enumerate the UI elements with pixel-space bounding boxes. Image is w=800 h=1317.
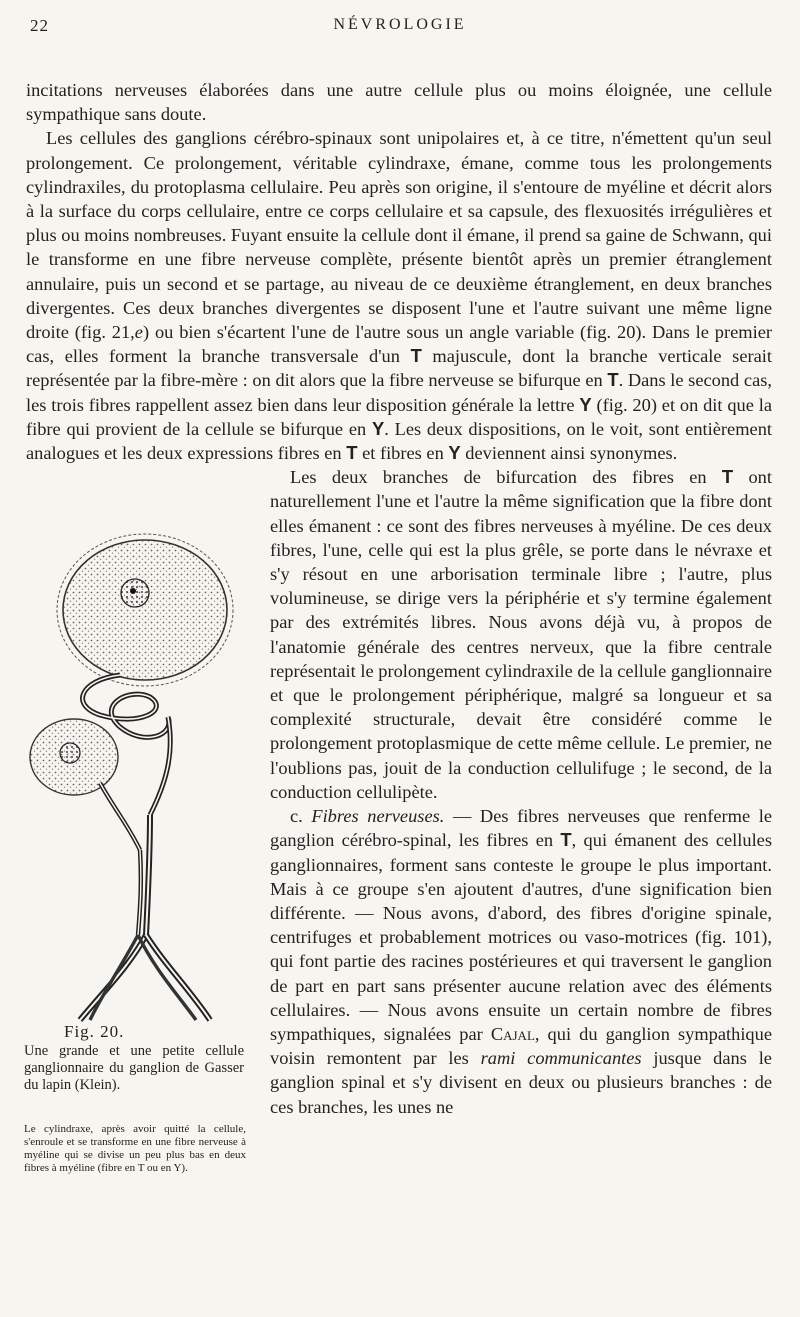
- letter-t: T: [721, 466, 734, 488]
- figure-20: [0, 465, 258, 1185]
- small-cell-nucleus: [60, 743, 80, 763]
- section-label: c.: [290, 806, 303, 827]
- letter-y: Y: [371, 417, 385, 439]
- letter-t: T: [410, 345, 422, 367]
- page-number: 22: [30, 16, 49, 35]
- paragraph-2-part: majuscule, dont la branche verticale serait représentée par la fibre-mère : on dit alors que la fibre nerveuse se bifurque en: [26, 346, 772, 391]
- letter-t: T: [560, 829, 572, 851]
- letter-t: T: [607, 369, 619, 391]
- paragraph-2-part: (fig. 20) et on dit que la fibre qui provient de la cellule se bifurque en: [26, 394, 773, 439]
- letter-y: Y: [448, 442, 461, 464]
- paragraph-2-part: et fibres en: [362, 443, 444, 464]
- latin-term: rami communicantes: [480, 1048, 642, 1069]
- figure-caption-note: Le cylindraxe, après avoir quitté la cellule, s'enroule et se transforme en une fibre nerveuse à myéline qui se divise un peu plus bas en deux fibres à myéline (fibre en T ou en Y).: [24, 1123, 246, 1175]
- figure-label: Fig. 20.: [64, 1022, 125, 1042]
- body-text: [26, 78, 772, 1185]
- ganglion-cell-illustration: [0, 465, 258, 1025]
- paragraph-1: incitations nerveuses élaborées dans une autre cellule plus ou moins éloignée, une cellule sympathique sans doute.: [26, 80, 772, 125]
- paragraph-3-part: ont naturellement l'une et l'autre la même signification que la fibre dont elles émanent : ce sont des fibres nerveuses à myéline. De ces deux fibres, l'une, celle qui est la plus grêle, se porte dans le névraxe et s'y résout en une arborisation terminale libre ; l'autre, plus volumineuse, se dirige vers la périphérie et s'y termine également par des extrémités libres. Nous avons déjà vu, à propos de l'anatomie générale des centres nerveux, que la fibre centrale représentait le prolongement cylindraxile de la cellule ganglionnaire et que le prolongement périphérique, malgré sa longueur et sa complexité structurale, devait être considéré comme le prolongement protoplasmique de cette même cellule. Le premier, ne l'oublions pas, jouit de la conduction cellulifuge ; le second, de la conduction cellulipète.: [270, 467, 772, 802]
- running-head: NÉVROLOGIE: [333, 16, 467, 33]
- paragraph-2: [26, 126, 772, 465]
- paragraph-2-part: . Les deux dispositions, on le voit, sont entièrement analogues et les deux expressions fibres en: [26, 418, 772, 464]
- paragraph-4-part: , qui émanent des cellules ganglionnaires, forment sans conteste le groupe le plus important. Mais à ce groupe s'en ajoutent d'autres, d'une signification bien différente. — Nous avons, d'abord, des fibres d'origine spinale, centrifuges et probablement motrices ou vaso-motrices (fig. 101), qui font partie des racines postérieures et qui traversent le ganglion de part en part sans présenter aucune relation avec des éléments cellulaires. — Nous avons ensuite un certain nombre de fibres sympathiques, signalées par: [270, 830, 772, 1044]
- letter-y: Y: [579, 393, 592, 415]
- paragraph-4-part: jusque dans le ganglion spinal et s'y divisent en deux ou plusieurs branches : de ces branches, les unes ne: [270, 1048, 772, 1117]
- paragraph-2-part: deviennent ainsi synonymes.: [465, 443, 678, 464]
- author-name: Cajal: [490, 1023, 535, 1044]
- large-cell-body: [63, 540, 227, 680]
- paragraph-2-part: Les cellules des ganglions cérébro-spinaux sont unipolaires et, à ce titre, n'émettent qu'un seul prolongement. Ce prolongement, véritable cylindraxe, émane, comme tous les prolongements cylindraxiles, du protoplasma cellulaire. Peu après son origine, il s'entoure de myéline et décrit alors à la surface du corps cellulaire, entre ce corps cellulaire et sa capsule, des flexuosités irrégulières et plus ou moins nombreuses. Fuyant ensuite la cellule dont il émane, il prend sa gaine de Schwann, qui le transforme en une fibre nerveuse complète, présente bientôt après un premier étranglement annulaire, puis un second et se partage, au niveau de ce deuxième étranglement, en deux branches divergentes. Ces deux branches divergentes se disposent l'une et l'autre suivant une même ligne droite (fig. 21,: [26, 128, 772, 343]
- figure-ref-letter: e: [134, 322, 143, 343]
- paragraph-2-part: . Dans le second cas, les trois fibres rappellent assez bien dans leur disposition générale la lettre: [26, 370, 772, 415]
- page-header: [0, 16, 800, 46]
- figure-caption-title: Une grande et une petite cellule ganglionnaire du ganglion de Gasser du lapin (Klein).: [24, 1043, 244, 1094]
- paragraph-3-part: Les deux branches de bifurcation des fibres en: [290, 467, 707, 488]
- paragraph-2-part: ) ou bien s'écartent l'une de l'autre sous un angle variable (fig. 20). Dans le premier cas, elles forment la branche transversale d'un: [26, 322, 772, 367]
- paragraph-4-part: — Des fibres nerveuses que renferme le ganglion cérébro-spinal, les fibres en: [270, 806, 772, 851]
- paragraph-4-part: , qui du ganglion sympathique voisin remontent par les: [270, 1023, 772, 1069]
- section-title: Fibres nerveuses.: [311, 806, 445, 827]
- letter-t: T: [346, 442, 358, 464]
